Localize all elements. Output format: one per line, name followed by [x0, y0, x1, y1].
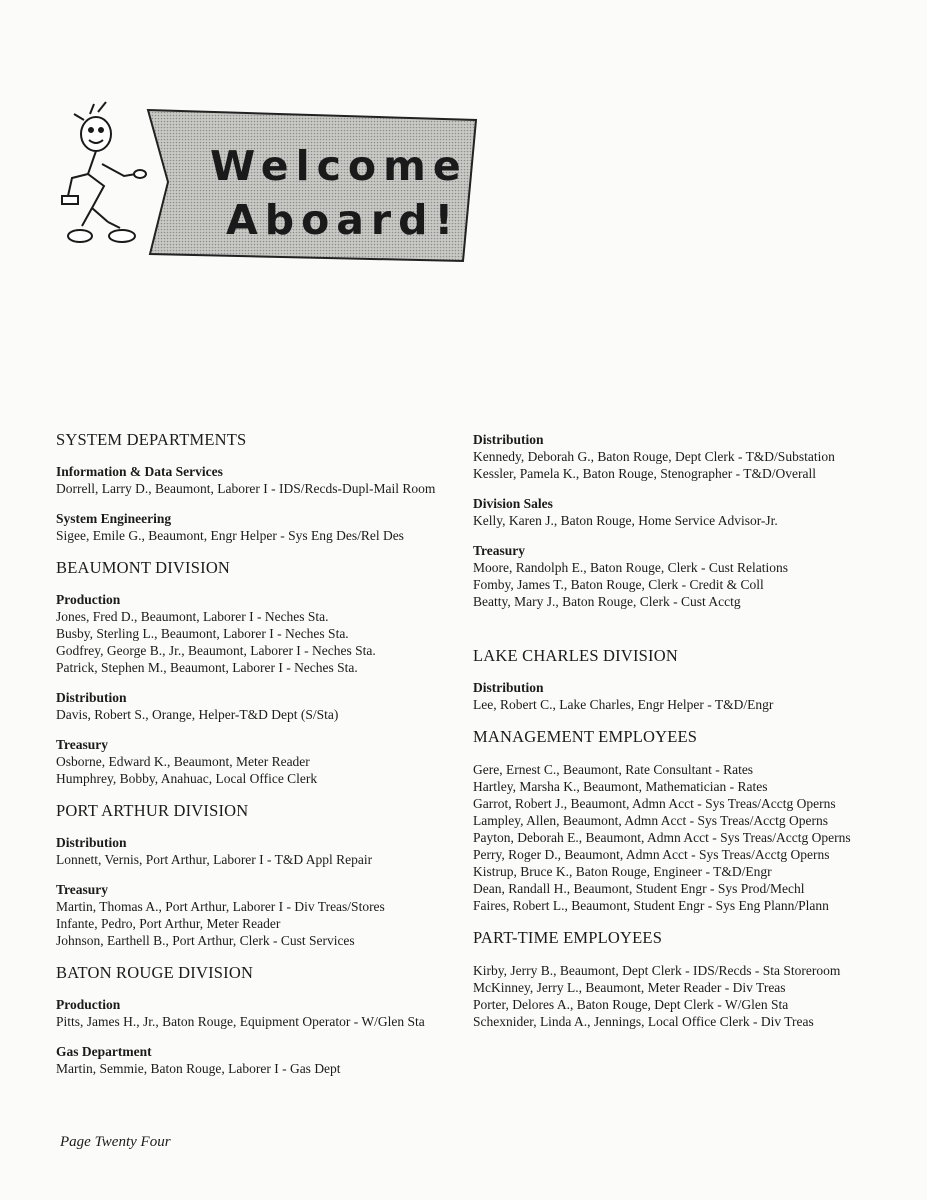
employee-entry: Infante, Pedro, Port Arthur, Meter Reader [56, 916, 281, 931]
section [56, 430, 446, 544]
page-number: Page Twenty Four [60, 1134, 171, 1150]
right-column [473, 432, 863, 1044]
department-group [56, 835, 446, 868]
employee-entry: Patrick, Stephen M., Beaumont, Laborer I - Neches Sta. [56, 660, 358, 675]
section-heading: PART-TIME EMPLOYEES [473, 928, 663, 947]
employee-entry: Beatty, Mary J., Baton Rouge, Clerk - Cust Acctg [473, 594, 741, 609]
banner-line-1: Welcome [210, 142, 468, 190]
department-name: Information & Data Services [56, 464, 223, 479]
employee-entry: Porter, Delores A., Baton Rouge, Dept Clerk - W/Glen Sta [473, 997, 789, 1012]
department-name: Division Sales [473, 496, 553, 511]
employee-entry: Dorrell, Larry D., Beaumont, Laborer I - IDS/Recds-Dupl-Mail Room [56, 481, 436, 496]
department-group [56, 690, 446, 723]
section [473, 928, 863, 1030]
department-group [473, 432, 863, 482]
department-name: System Engineering [56, 511, 172, 526]
employee-entry: Godfrey, George B., Jr., Beaumont, Laborer I - Neches Sta. [56, 643, 376, 658]
employee-entry: Johnson, Earthell B., Port Arthur, Clerk - Cust Services [56, 933, 355, 948]
section-heading: BEAUMONT DIVISION [56, 558, 231, 577]
section [473, 646, 863, 713]
section-heading: SYSTEM DEPARTMENTS [56, 430, 247, 449]
employee-entry: Sigee, Emile G., Beaumont, Engr Helper - Sys Eng Des/Rel Des [56, 528, 404, 543]
employee-entry: Humphrey, Bobby, Anahuac, Local Office Clerk [56, 771, 318, 786]
section [56, 801, 446, 949]
employee-entry: Kistrup, Bruce K., Baton Rouge, Engineer - T&D/Engr [473, 864, 772, 879]
employee-entry: Hartley, Marsha K., Beaumont, Mathematician - Rates [473, 779, 768, 794]
employee-entry: Kelly, Karen J., Baton Rouge, Home Service Advisor-Jr. [473, 513, 778, 528]
employee-entry: Payton, Deborah E., Beaumont, Admn Acct - Sys Treas/Acctg Operns [473, 830, 851, 845]
department-name: Gas Department [56, 1044, 152, 1059]
employee-entry: Perry, Roger D., Beaumont, Admn Acct - Sys Treas/Acctg Operns [473, 847, 830, 862]
section-heading: LAKE CHARLES DIVISION [473, 646, 678, 665]
department-group [56, 464, 446, 497]
section [473, 727, 863, 914]
department-name: Production [56, 592, 121, 607]
employee-entry: Davis, Robert S., Orange, Helper-T&D Dept (S/Sta) [56, 707, 339, 722]
employee-entry: McKinney, Jerry L., Beaumont, Meter Reader - Div Treas [473, 980, 786, 995]
employee-entry: Dean, Randall H., Beaumont, Student Engr - Sys Prod/Mechl [473, 881, 805, 896]
mascot-figure [62, 102, 146, 242]
department-group [473, 543, 863, 610]
department-name: Distribution [56, 835, 127, 850]
banner-line-2: Aboard! [226, 196, 461, 244]
employee-entry: Pitts, James H., Jr., Baton Rouge, Equipment Operator - W/Glen Sta [56, 1014, 425, 1029]
section-heading: PORT ARTHUR DIVISION [56, 801, 249, 820]
employee-entry: Lampley, Allen, Beaumont, Admn Acct - Sys Treas/Acctg Operns [473, 813, 828, 828]
department-name: Treasury [56, 737, 108, 752]
employee-entry: Kirby, Jerry B., Beaumont, Dept Clerk - IDS/Recds - Sta Storeroom [473, 963, 841, 978]
department-group [56, 1044, 446, 1077]
department-name: Treasury [473, 543, 525, 558]
employee-entry: Faires, Robert L., Beaumont, Student Engr - Sys Eng Plann/Plann [473, 898, 829, 913]
department-name: Distribution [473, 432, 544, 447]
employee-entry: Kennedy, Deborah G., Baton Rouge, Dept Clerk - T&D/Substation [473, 449, 835, 464]
employee-entry: Schexnider, Linda A., Jennings, Local Office Clerk - Div Treas [473, 1014, 814, 1029]
employee-entry: Fomby, James T., Baton Rouge, Clerk - Credit & Coll [473, 577, 764, 592]
department-name: Treasury [56, 882, 108, 897]
department-name: Distribution [56, 690, 127, 705]
employee-entry: Osborne, Edward K., Beaumont, Meter Reader [56, 754, 310, 769]
employee-entry: Lonnett, Vernis, Port Arthur, Laborer I - T&D Appl Repair [56, 852, 373, 867]
department-group [56, 882, 446, 949]
employee-entry: Busby, Sterling L., Beaumont, Laborer I - Neches Sta. [56, 626, 349, 641]
employee-entry: Moore, Randolph E., Baton Rouge, Clerk - Cust Relations [473, 560, 788, 575]
left-column [56, 430, 446, 1091]
department-name: Distribution [473, 680, 544, 695]
department-group [56, 997, 446, 1030]
department-group [56, 592, 446, 676]
section [56, 963, 446, 1077]
department-group [473, 496, 863, 529]
department-group [473, 962, 863, 1030]
welcome-banner [58, 96, 478, 276]
department-group [56, 511, 446, 544]
department-group [473, 761, 863, 914]
employee-entry: Martin, Semmie, Baton Rouge, Laborer I - Gas Dept [56, 1061, 341, 1076]
employee-entry: Jones, Fred D., Beaumont, Laborer I - Neches Sta. [56, 609, 329, 624]
employee-entry: Lee, Robert C., Lake Charles, Engr Helper - T&D/Engr [473, 697, 774, 712]
section [56, 558, 446, 787]
section [473, 432, 863, 610]
section-heading: MANAGEMENT EMPLOYEES [473, 727, 698, 746]
department-group [56, 737, 446, 787]
employee-entry: Garrot, Robert J., Beaumont, Admn Acct - Sys Treas/Acctg Operns [473, 796, 836, 811]
section-heading: BATON ROUGE DIVISION [56, 963, 254, 982]
department-group [473, 680, 863, 713]
employee-entry: Gere, Ernest C., Beaumont, Rate Consultant - Rates [473, 762, 754, 777]
department-name: Production [56, 997, 121, 1012]
employee-entry: Martin, Thomas A., Port Arthur, Laborer I - Div Treas/Stores [56, 899, 385, 914]
employee-entry: Kessler, Pamela K., Baton Rouge, Stenographer - T&D/Overall [473, 466, 817, 481]
